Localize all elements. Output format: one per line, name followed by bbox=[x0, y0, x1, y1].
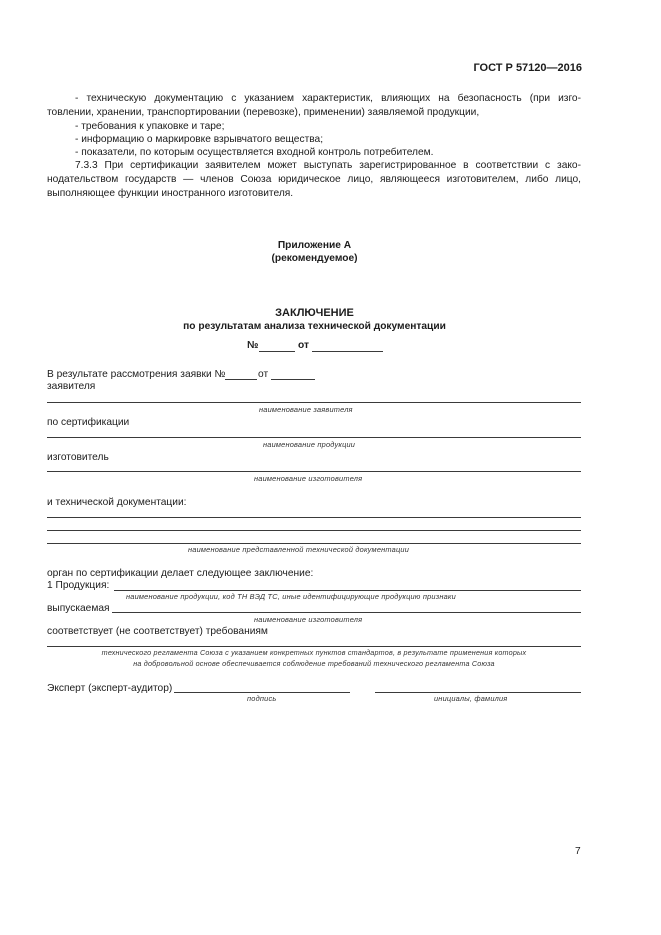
tech-doc-field[interactable] bbox=[47, 530, 581, 531]
product-field[interactable] bbox=[47, 437, 581, 438]
product-caption: наименование продукции bbox=[263, 440, 356, 449]
application-date-blank[interactable] bbox=[271, 379, 315, 380]
manufacturer-caption: наименование изготовителя bbox=[254, 474, 363, 483]
regulation-caption: на добровольной основе обеспечивается соблюдение требований технического регламента Союза bbox=[133, 659, 495, 668]
produced-caption: наименование изготовителя bbox=[254, 615, 363, 624]
products-caption: наименование продукции, код ТН ВЭД ТС, иные идентифицирующие продукцию признаки bbox=[126, 592, 456, 601]
conclusion-intro: орган по сертификации делает следующее заключение: bbox=[47, 568, 314, 579]
complies-label: соответствует (не соответствует) требованиям bbox=[47, 626, 268, 637]
manufacturer-label: изготовитель bbox=[47, 452, 109, 463]
body-paragraph-line: - техническую документацию с указанием характеристик, влияющих на безопасность (при изго- bbox=[75, 93, 581, 104]
form-number-label: № bbox=[247, 340, 259, 351]
list-item: - информацию о маркировке взрывчатого вещества; bbox=[75, 134, 324, 145]
appendix-title: Приложение А bbox=[277, 240, 352, 251]
form-date-blank[interactable] bbox=[312, 351, 383, 352]
regulation-caption: технического регламента Союза с указанием конкретных пунктов стандартов, в результате применения которых bbox=[101, 648, 527, 657]
standard-code: ГОСТ Р 57120—2016 bbox=[473, 62, 582, 74]
products-field[interactable] bbox=[114, 590, 581, 591]
applicant-label: заявителя bbox=[47, 381, 96, 392]
certification-label: по сертификации bbox=[47, 417, 130, 428]
applicant-caption: наименование заявителя bbox=[259, 405, 353, 414]
list-item: - требования к упаковке и таре; bbox=[75, 121, 225, 132]
expert-label: Эксперт (эксперт-аудитор) bbox=[47, 683, 173, 694]
application-number-blank[interactable] bbox=[225, 379, 257, 380]
produced-label: выпускаемая bbox=[47, 603, 110, 614]
tech-doc-label: и технической документации: bbox=[47, 497, 187, 508]
tech-doc-field[interactable] bbox=[47, 517, 581, 518]
clause-7-3-3-line: нодательством государств — членов Союза юридическое лицо, являющееся изготовителем, либо лицо, bbox=[47, 174, 581, 185]
clause-7-3-3-line: выполняющее функции иностранного изготовителя. bbox=[47, 188, 294, 199]
signature-field[interactable] bbox=[174, 692, 350, 693]
appendix-subtitle: (рекомендуемое) bbox=[271, 253, 358, 264]
application-text: В результате рассмотрения заявки № bbox=[47, 369, 226, 380]
regulation-field[interactable] bbox=[47, 646, 581, 647]
form-from-label: от bbox=[298, 340, 309, 351]
manufacturer-field[interactable] bbox=[47, 471, 581, 472]
form-title: ЗАКЛЮЧЕНИЕ bbox=[275, 307, 354, 319]
tech-doc-caption: наименование представленной технической документации bbox=[188, 545, 410, 554]
body-paragraph-line: товлении, хранении, транспортировании (перевозке), применении) заявляемой продукции, bbox=[47, 107, 480, 118]
initials-field[interactable] bbox=[375, 692, 581, 693]
produced-field[interactable] bbox=[112, 612, 581, 613]
application-from-label: от bbox=[258, 369, 269, 380]
initials-caption: инициалы, фамилия bbox=[434, 694, 508, 703]
tech-doc-field[interactable] bbox=[47, 543, 581, 544]
products-label: 1 Продукция: bbox=[47, 580, 110, 591]
form-number-blank[interactable] bbox=[259, 351, 295, 352]
signature-caption: подпись bbox=[247, 694, 277, 703]
applicant-field[interactable] bbox=[47, 402, 581, 403]
clause-7-3-3-line: 7.3.3 При сертификации заявителем может выступать зарегистрированное в соответствии с зако- bbox=[75, 160, 581, 171]
form-subtitle: по результатам анализа технической документации bbox=[183, 321, 446, 332]
list-item: - показатели, по которым осуществляется входной контроль потребителем. bbox=[75, 147, 434, 158]
page-number: 7 bbox=[575, 846, 581, 857]
